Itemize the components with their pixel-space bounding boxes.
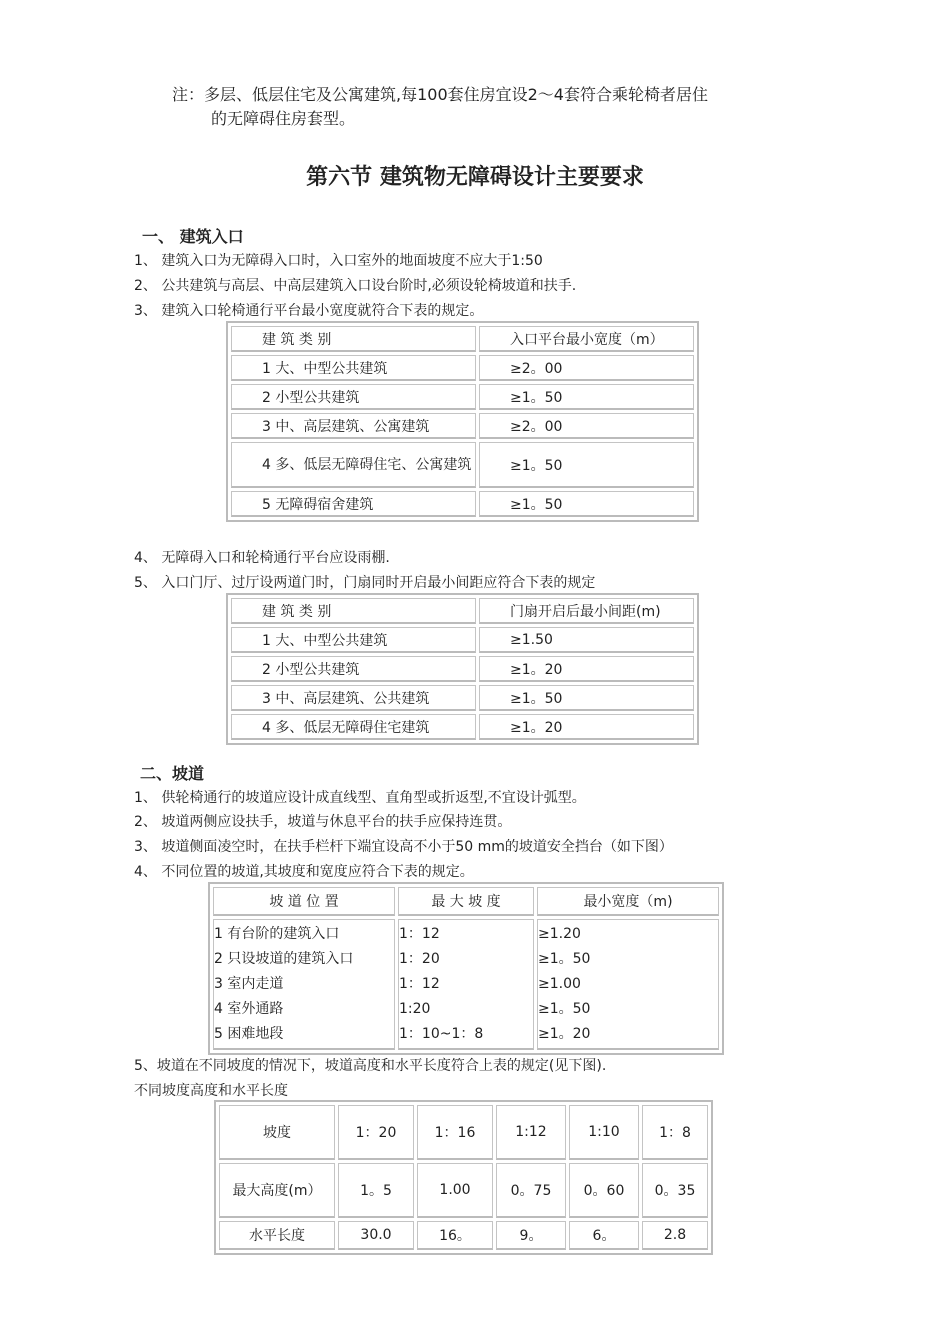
entrance-item-5: 5、 入口门厅、过厅设两道门时，门扇同时开启最小间距应符合下表的规定 [134,575,596,591]
table-cell: 2 小型公共建筑 [231,384,476,410]
table-cell: ≥1。50 [479,384,694,410]
table-cell: ≥1.20 [538,925,581,942]
table-header: 门扇开启后最小间距(m) [479,598,694,624]
table-header: 最 大 坡 度 [398,887,534,916]
table-header: 入口平台最小宽度（m） [479,326,694,352]
note-line-2: 的无障碍住房套型。 [211,109,356,128]
table-header: 坡 道 位 置 [213,887,395,916]
table-cell: 3 室内走道 [214,975,284,992]
table-cell: ≥1。20 [479,656,694,682]
table-cell: 1：12 [399,925,440,942]
ramp-item-4: 4、 不同位置的坡道,其坡度和宽度应符合下表的规定。 [134,864,474,880]
section-title: 第六节 建筑物无障碍设计主要要求 [306,164,644,190]
table-cell: ≥2。00 [479,355,694,381]
table-cell: ≥1。50 [479,491,694,517]
table-cell: 1 大、中型公共建筑 [231,355,476,381]
table-cell: 9。 [496,1221,566,1250]
ramp-item-1: 1、 供轮椅通行的坡道应设计成直线型、直角型或折返型,不宜设计弧型。 [134,790,586,806]
table-caption: 不同坡度高度和水平长度 [134,1083,288,1099]
table-header: 建 筑 类 别 [231,598,476,624]
table-cell: 3 中、高层建筑、公寓建筑 [231,413,476,439]
table-cell: 1：20 [338,1105,414,1160]
ramp-item-3: 3、 坡道侧面凌空时，在扶手栏杆下端宜设高不小于50 mm的坡道安全挡台（如下图） [134,839,673,855]
table-cell: ≥1.00 [538,975,581,992]
slope-height-length-table [214,1100,713,1255]
table-cell: ≥1。50 [479,685,694,711]
table-cell: 2 只设坡道的建筑入口 [214,950,354,967]
table-cell: ≥2。00 [479,413,694,439]
table-cell: 1：8 [642,1105,708,1160]
table-cell: ≥1。20 [479,714,694,740]
table-cell: 2.8 [642,1221,708,1250]
table-cell: ≥1。20 [538,1025,591,1042]
table-cell: 1.00 [417,1163,493,1218]
positions-column [213,919,395,1050]
table-cell: 30.0 [338,1221,414,1250]
table-cell: ≥1.50 [479,627,694,653]
table-cell: 1：12 [399,975,440,992]
table-cell: 6。 [569,1221,639,1250]
ramp-item-2: 2、 坡道两侧应设扶手，坡道与休息平台的扶手应保持连贯。 [134,814,512,830]
table-cell: 1：20 [399,950,440,967]
table-cell: 16。 [417,1221,493,1250]
table-cell: ≥1。50 [538,1000,591,1017]
heading-ramp: 二、坡道 [140,764,205,783]
table-cell: 1：16 [417,1105,493,1160]
table-cell: 1:20 [399,1000,431,1017]
table-cell: 0。60 [569,1163,639,1218]
table-header: 最小宽度（m) [537,887,719,916]
row-label: 最大高度(m） [219,1163,335,1218]
entrance-item-4: 4、 无障碍入口和轮椅通行平台应设雨棚. [134,550,390,566]
ramp-slope-table [208,882,724,1055]
slopes-column [398,919,534,1050]
table-cell: 4 多、低层无障碍住宅、公寓建筑 [231,442,476,488]
ramp-item-5: 5、坡道在不同坡度的情况下，坡道高度和水平长度符合上表的规定(见下图). [134,1058,607,1074]
platform-width-table [226,321,699,522]
table-cell: 0。75 [496,1163,566,1218]
table-cell: 2 小型公共建筑 [231,656,476,682]
table-header: 建 筑 类 别 [231,326,476,352]
door-spacing-table [226,593,699,745]
table-cell: 1 大、中型公共建筑 [231,627,476,653]
table-cell: 1:10 [569,1105,639,1160]
heading-entrance: 一、 建筑入口 [142,227,244,246]
table-cell: 1。5 [338,1163,414,1218]
table-cell: ≥1。50 [479,442,694,488]
table-cell: 1:12 [496,1105,566,1160]
table-cell: ≥1。50 [538,950,591,967]
entrance-item-3: 3、 建筑入口轮椅通行平台最小宽度就符合下表的规定。 [134,303,484,319]
note-line-1: 注：多层、低层住宅及公寓建筑,每100套住房宜设2～4套符合乘轮椅者居住 [172,85,708,104]
entrance-item-1: 1、 建筑入口为无障碍入口时，入口室外的地面坡度不应大于1:50 [134,253,543,269]
widths-column [537,919,719,1050]
table-cell: 5 困难地段 [214,1025,284,1042]
table-cell: 4 室外通路 [214,1000,284,1017]
table-cell: 1 有台阶的建筑入口 [214,925,340,942]
table-cell: 5 无障碍宿舍建筑 [231,491,476,517]
row-label: 坡度 [219,1105,335,1160]
table-cell: 1：10~1：8 [399,1025,484,1042]
table-cell: 3 中、高层建筑、公共建筑 [231,685,476,711]
table-cell: 4 多、低层无障碍住宅建筑 [231,714,476,740]
table-cell: 0。35 [642,1163,708,1218]
entrance-item-2: 2、 公共建筑与高层、中高层建筑入口设台阶时,必须设轮椅坡道和扶手. [134,278,577,294]
row-label: 水平长度 [219,1221,335,1250]
